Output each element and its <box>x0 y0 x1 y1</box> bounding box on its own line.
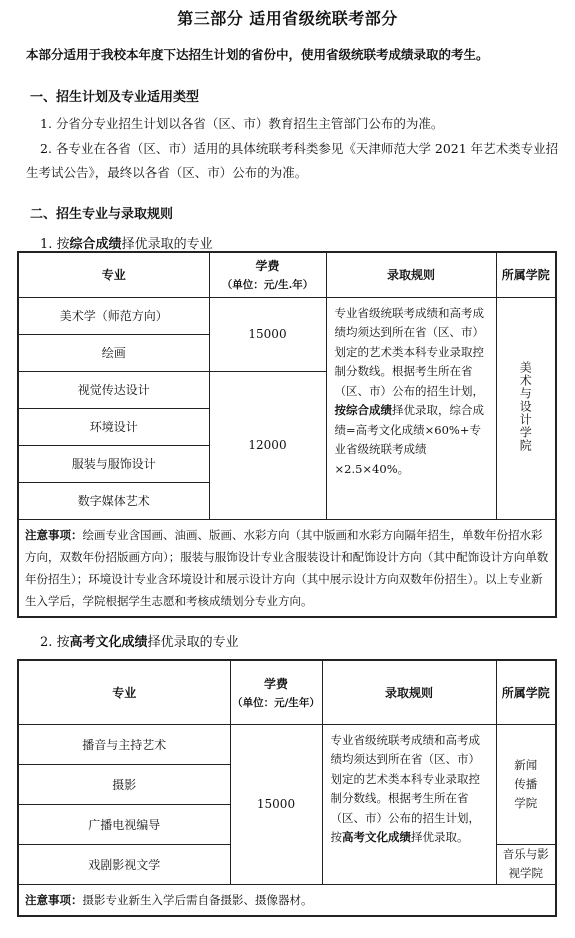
rule-text-pre: 专业省级统联考成绩和高考成绩均须达到所在省（区、市）划定的艺术类本科专业录取控制分数线。根据考生所在省（区、市）公布的招生计划， <box>334 305 484 398</box>
section1-para-1 <box>26 112 566 136</box>
table-culture-score <box>17 659 557 917</box>
header-rule: 录取规则 <box>322 660 496 724</box>
college-cell <box>496 844 556 884</box>
note-text: 绘画专业含国画、油画、版画、水彩方向（其中版画和水彩方向隔年招生，单数年份招水彩方向，双数年份招版画方向）；服装与服饰设计专业含服装设计和配饰设计方向（其中配饰设计方向单数年份招生）；环境设计专业含环境设计和展示设计方向（其中展示设计方向双数年份招生）。以上专业新生入学后，学院根据学生志愿和考核成绩划分专业方向。 <box>25 527 549 608</box>
table-row-major: 美术学（师范方向） <box>18 297 209 334</box>
header-major: 专业 <box>18 252 209 297</box>
section2-heading: 二、招生专业与录取规则 <box>30 207 174 222</box>
college-cell <box>496 297 556 519</box>
college-name: 音乐与影视学院 <box>502 847 549 880</box>
header-fee <box>230 660 322 724</box>
header-fee-label: 学费 <box>255 259 280 274</box>
subheading-2-bold: 高考文化成绩 <box>69 635 148 650</box>
header-rule: 录取规则 <box>326 252 496 297</box>
section1-para-2-text: 2. 各专业在各省（区、市）适用的具体统联考科类参见《天津师范大学 2021 年艺术类专业招生考试公告》，最终以各省（区、市）公布的为准。 <box>26 141 559 180</box>
table-row-major: 播音与主持艺术 <box>18 724 230 764</box>
note-label: 注意事项： <box>25 527 83 542</box>
rule-text-bold: 按综合成绩 <box>334 403 392 417</box>
fee-cell: 15000 <box>209 297 326 371</box>
table-row-major: 数字媒体艺术 <box>18 482 209 519</box>
header-fee-unit: （单位：元/生年） <box>232 696 320 709</box>
rule-text-pre: 专业省级统联考成绩和高考成绩均须达到所在省（区、市）划定的艺术类本科专业录取控制分数线。根据考生所在省（区、市）公布的招生计划，按 <box>330 732 480 844</box>
table-row-major: 摄影 <box>18 764 230 804</box>
table-row-major: 绘画 <box>18 334 209 371</box>
college-cell <box>496 724 556 844</box>
section1-para-2 <box>26 137 566 185</box>
header-major: 专业 <box>18 660 230 724</box>
section1-para-1-text: 1. 分省分专业招生计划以各省（区、市）教育招生主管部门公布的为准。 <box>40 116 444 131</box>
page-title: 第三部分 适用省级统联考部分 <box>177 9 398 28</box>
header-fee <box>209 252 326 297</box>
subheading-1 <box>40 233 213 252</box>
header-fee-label: 学费 <box>263 676 288 691</box>
header-college: 所属学院 <box>496 252 556 297</box>
table-composite-score <box>17 251 557 618</box>
subheading-1-post: 择优录取的专业 <box>121 237 213 252</box>
note-label: 注意事项： <box>25 892 83 907</box>
note-text: 摄影专业新生入学后需自备摄影、摄像器材。 <box>82 892 313 907</box>
fee-cell: 15000 <box>230 724 322 884</box>
table-row-major: 戏剧影视文学 <box>18 844 230 884</box>
table-row-major: 服装与服饰设计 <box>18 445 209 482</box>
table-note <box>18 519 556 617</box>
rule-text-post: 择优录取。 <box>411 830 469 844</box>
header-fee-unit: （单位：元/生.年） <box>221 279 314 292</box>
subheading-2 <box>40 631 239 650</box>
subheading-2-post: 择优录取的专业 <box>147 635 239 650</box>
admission-rule-cell <box>326 297 496 519</box>
college-name: 新闻传播学院 <box>514 757 538 810</box>
header-college: 所属学院 <box>496 660 556 724</box>
subheading-1-pre: 1. 按 <box>40 237 70 252</box>
college-name: 美术与设计学院 <box>518 361 533 452</box>
section1-heading: 一、招生计划及专业适用类型 <box>30 90 200 105</box>
table-row-major: 广播电视编导 <box>18 804 230 844</box>
table-row-major: 视觉传达设计 <box>18 371 209 408</box>
intro-text: 本部分适用于我校本年度下达招生计划的省份中，使用省级统联考成绩录取的考生。 <box>26 47 489 62</box>
table-note <box>18 884 556 916</box>
table-row-major: 环境设计 <box>18 408 209 445</box>
admission-rule-cell <box>322 724 496 884</box>
subheading-1-bold: 综合成绩 <box>69 237 122 252</box>
fee-cell: 12000 <box>209 371 326 519</box>
subheading-2-pre: 2. 按 <box>40 635 70 650</box>
rule-text-bold: 高考文化成绩 <box>342 830 411 844</box>
rule-text-post: 择优录取，综合成绩=高考文化成绩×60%+专业省级统联考成绩×2.5×40%。 <box>334 403 484 476</box>
